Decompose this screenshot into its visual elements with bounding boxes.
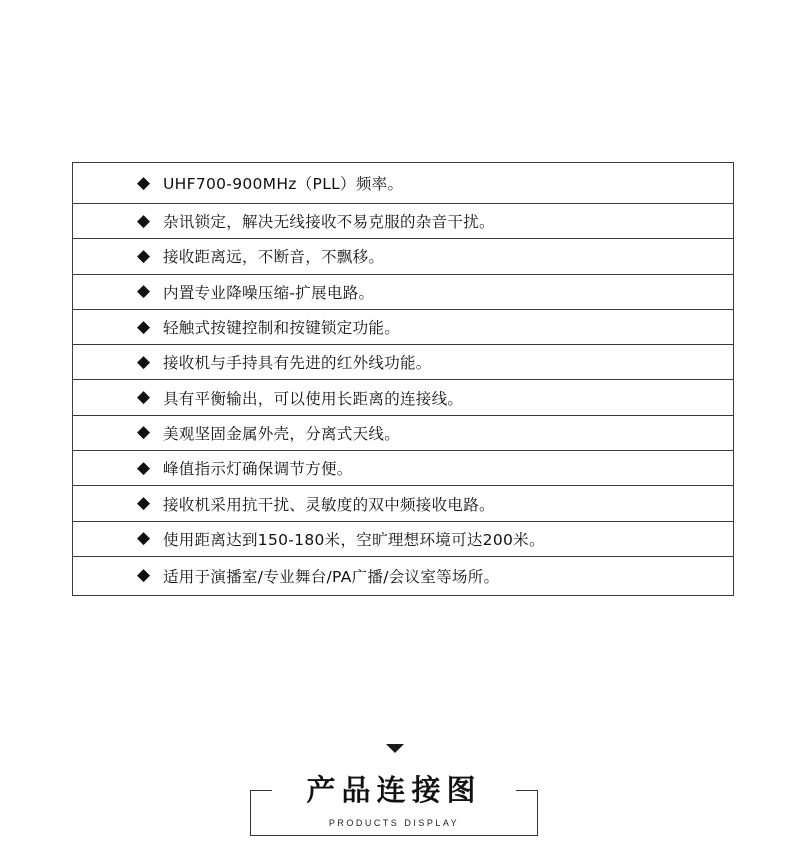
- feature-text: 使用距离达到150-180米，空旷理想环境可达200米。: [163, 530, 545, 549]
- diamond-bullet-icon: ◆: [137, 281, 151, 302]
- feature-text: 峰值指示灯确保调节方便。: [163, 460, 353, 479]
- feature-row: [73, 557, 733, 595]
- feature-row: [73, 310, 733, 345]
- feature-text: 接收距离远，不断音，不飘移。: [163, 248, 385, 267]
- diamond-bullet-icon: ◆: [137, 565, 151, 586]
- feature-row: [73, 486, 733, 521]
- down-arrow-icon: [386, 744, 404, 753]
- feature-row: [73, 275, 733, 310]
- feature-text: 具有平衡输出，可以使用长距离的连接线。: [163, 389, 464, 408]
- feature-text: UHF700-900MHz（PLL）频率。: [163, 175, 404, 193]
- feature-row: [73, 451, 733, 486]
- feature-row: [73, 522, 733, 557]
- diamond-bullet-icon: ◆: [137, 493, 151, 514]
- feature-row: [73, 163, 733, 204]
- feature-row: [73, 380, 733, 415]
- feature-text: 适用于演播室/专业舞台/PA广播/会议室等场所。: [163, 567, 500, 586]
- section-subtitle: PRODUCTS DISPLAY: [328, 818, 460, 828]
- feature-row: [73, 416, 733, 451]
- diamond-bullet-icon: ◆: [137, 316, 151, 337]
- feature-table: [72, 162, 734, 596]
- diamond-bullet-icon: ◆: [137, 351, 151, 372]
- diamond-bullet-icon: ◆: [137, 528, 151, 549]
- section-header: [250, 773, 538, 838]
- feature-row: [73, 345, 733, 380]
- feature-text: 杂讯锁定，解决无线接收不易克服的杂音干扰。: [163, 213, 495, 232]
- section-title: 产品连接图: [306, 773, 482, 807]
- feature-row: [73, 204, 733, 239]
- feature-text: 美观坚固金属外壳，分离式天线。: [163, 424, 401, 443]
- feature-text: 轻触式按键控制和按键锁定功能。: [163, 319, 401, 338]
- diamond-bullet-icon: ◆: [137, 172, 151, 193]
- diamond-bullet-icon: ◆: [137, 210, 151, 231]
- feature-text: 接收机采用抗干扰、灵敏度的双中频接收电路。: [163, 495, 495, 514]
- feature-row: [73, 239, 733, 274]
- diamond-bullet-icon: ◆: [137, 387, 151, 408]
- feature-text: 内置专业降噪压缩-扩展电路。: [163, 283, 375, 302]
- feature-text: 接收机与手持具有先进的红外线功能。: [163, 354, 432, 373]
- diamond-bullet-icon: ◆: [137, 422, 151, 443]
- diamond-bullet-icon: ◆: [137, 245, 151, 266]
- header-bottom-line: [250, 835, 538, 836]
- diamond-bullet-icon: ◆: [137, 457, 151, 478]
